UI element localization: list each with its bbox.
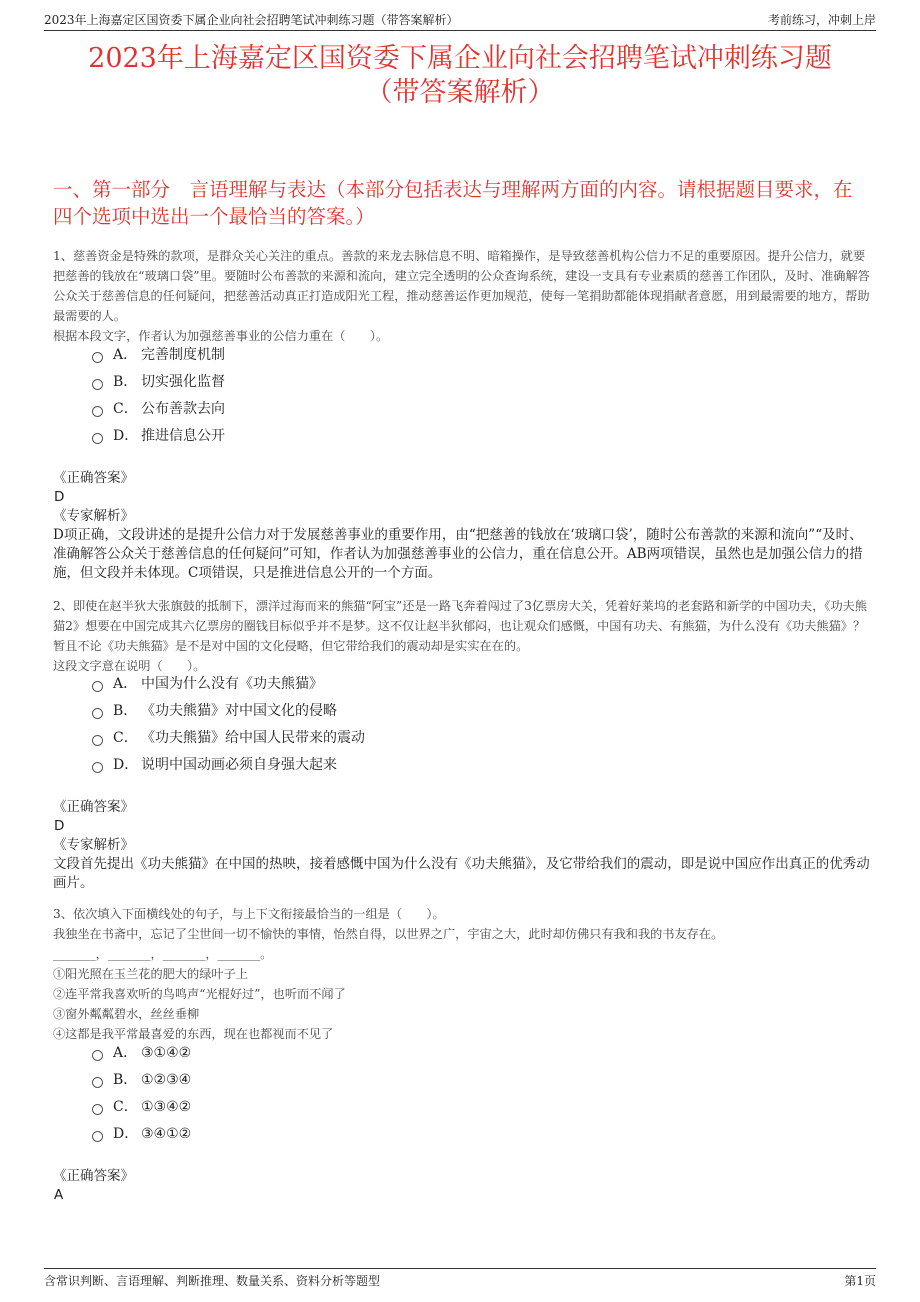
option-c[interactable]: C． ①③④②	[92, 1094, 191, 1121]
answer-value: D	[54, 818, 65, 834]
radio-icon[interactable]	[92, 379, 103, 390]
answer-value: D	[54, 489, 65, 505]
analysis-text: 文段首先提出《功夫熊猫》在中国的热映，接着感慨中国为什么没有《功夫熊猫》，及它带给我们的震动，即是说中国应作出真正的优秀动画片。	[53, 856, 870, 891]
radio-icon[interactable]	[92, 1104, 103, 1115]
option-b[interactable]: B． 切实强化监督	[92, 369, 225, 396]
radio-icon[interactable]	[92, 762, 103, 773]
question-prompt: 3、依次填入下面横线处的句子，与上下文衔接最恰当的一组是（ ）。	[53, 907, 445, 921]
radio-icon[interactable]	[92, 352, 103, 363]
option-b[interactable]: B． ①②③④	[92, 1067, 191, 1094]
option-d[interactable]: D． 说明中国动画必须自身强大起来	[92, 752, 365, 779]
radio-icon[interactable]	[92, 406, 103, 417]
answer-label: 《正确答案》	[53, 1168, 134, 1184]
question-1-answer	[53, 469, 870, 583]
section-heading: 一、第一部分 言语理解与表达（本部分包括表达与理解两方面的内容。请根据题目要求，在四个选项中选出一个最恰当的答案。）	[53, 178, 853, 228]
radio-icon[interactable]	[92, 1077, 103, 1088]
analysis-label: 《专家解析》	[53, 837, 134, 853]
question-2-stem	[53, 596, 876, 676]
sentence-2: ②连平常我喜欢听的鸟鸣声“光棍好过”，也听而不闻了	[53, 987, 346, 1001]
question-2-options	[92, 671, 365, 779]
option-c[interactable]: C． 公布善款去向	[92, 396, 225, 423]
question-2-answer	[53, 798, 870, 893]
header-slogan: 考前练习，冲刺上岸	[767, 13, 876, 27]
option-a[interactable]: A． 完善制度机制	[92, 342, 225, 369]
analysis-label: 《专家解析》	[53, 508, 134, 524]
answer-label: 《正确答案》	[53, 799, 134, 815]
sentence-4: ④这都是我平常最喜爱的东西，现在也都视而不见了	[53, 1027, 334, 1041]
question-1-options	[92, 342, 225, 450]
question-passage: 我独坐在书斋中，忘记了尘世间一切不愉快的事情，怡然自得，以世界之广，宇宙之大，此时却仿佛只有我和我的书友存在。	[53, 927, 724, 941]
option-d[interactable]: D． 推进信息公开	[92, 423, 225, 450]
sentence-1: ①阳光照在玉兰花的肥大的绿叶子上	[53, 967, 248, 981]
sentence-3: ③窗外粼粼碧水，丝丝垂柳	[53, 1007, 200, 1021]
radio-icon[interactable]	[92, 735, 103, 746]
question-prompt: 这段文字意在说明（ ）。	[53, 659, 206, 673]
answer-value: A	[54, 1187, 64, 1203]
question-3-stem	[53, 904, 876, 1044]
option-a[interactable]: A． 中国为什么没有《功夫熊猫》	[92, 671, 365, 698]
page-number: 第1页	[844, 1274, 876, 1288]
radio-icon[interactable]	[92, 708, 103, 719]
page-header	[44, 10, 876, 31]
option-c[interactable]: C． 《功夫熊猫》给中国人民带来的震动	[92, 725, 365, 752]
answer-label: 《正确答案》	[53, 470, 134, 486]
title-line-1: 2023年上海嘉定区国资委下属企业向社会招聘笔试冲刺练习题	[88, 43, 832, 74]
question-1-stem	[53, 246, 876, 346]
question-text: 1、慈善资金是特殊的款项，是群众关心关注的重点。善款的来龙去脉信息不明、暗箱操作，是导致慈善机构公信力不足的重要原因。提升公信力，就要把慈善的钱放在“玻璃口袋”里。要随时公布善款的来源和流向，建立完全透明的公众查询系统，建设一支具有专业素质的慈善工作团队，及时、准确解答公众关于慈善信息的任何疑问，把慈善活动真正打造成阳光工程，推动慈善运作更加规范，使每一笔捐助都能体现捐献者意愿，用到最需要的地方，帮助最需要的人。	[53, 249, 870, 323]
radio-icon[interactable]	[92, 1131, 103, 1142]
radio-icon[interactable]	[92, 1050, 103, 1061]
question-blanks: _______，_______，_______，_______。	[53, 947, 273, 961]
question-3-answer	[53, 1167, 870, 1205]
radio-icon[interactable]	[92, 433, 103, 444]
question-prompt: 根据本段文字，作者认为加强慈善事业的公信力重在（ ）。	[53, 329, 389, 343]
question-3-options	[92, 1040, 191, 1148]
document-title	[0, 42, 920, 110]
option-a[interactable]: A． ③①④②	[92, 1040, 191, 1067]
header-title: 2023年上海嘉定区国资委下属企业向社会招聘笔试冲刺练习题（带答案解析）	[44, 13, 459, 27]
page-footer	[44, 1268, 876, 1289]
question-text: 2、即使在赵半狄大张旗鼓的抵制下，漂洋过海而来的熊猫“阿宝”还是一路飞奔着闯过了3亿票房大关，凭着好莱坞的老套路和新学的中国功夫，《功夫熊猫2》想要在中国完成其六亿票房的圈钱目标似乎并不是梦。这不仅让赵半狄郁闷，也让观众们感慨，中国有功夫、有熊猫，为什么没有《功夫熊猫》？暂且不论《功夫熊猫》是不是对中国的文化侵略，但它带给我们的震动却是实实在在的。	[53, 599, 868, 653]
title-line-2: （带答案解析）	[365, 77, 555, 108]
option-b[interactable]: B． 《功夫熊猫》对中国文化的侵略	[92, 698, 365, 725]
analysis-text: D项正确，文段讲述的是提升公信力对于发展慈善事业的重要作用，由“把慈善的钱放在‘玻璃口袋’，随时公布善款的来源和流向”“及时、准确解答公众关于慈善信息的任何疑问”可知，作者认为加强慈善事业的公信力，重在信息公开。AB两项错误，虽然也是加强公信力的措施，但文段并未体现。C项错误，只是推进信息公开的一个方面。	[53, 527, 863, 581]
option-d[interactable]: D． ③④①②	[92, 1121, 191, 1148]
footer-note: 含常识判断、言语理解、判断推理、数量关系、资料分析等题型	[44, 1274, 381, 1288]
radio-icon[interactable]	[92, 681, 103, 692]
